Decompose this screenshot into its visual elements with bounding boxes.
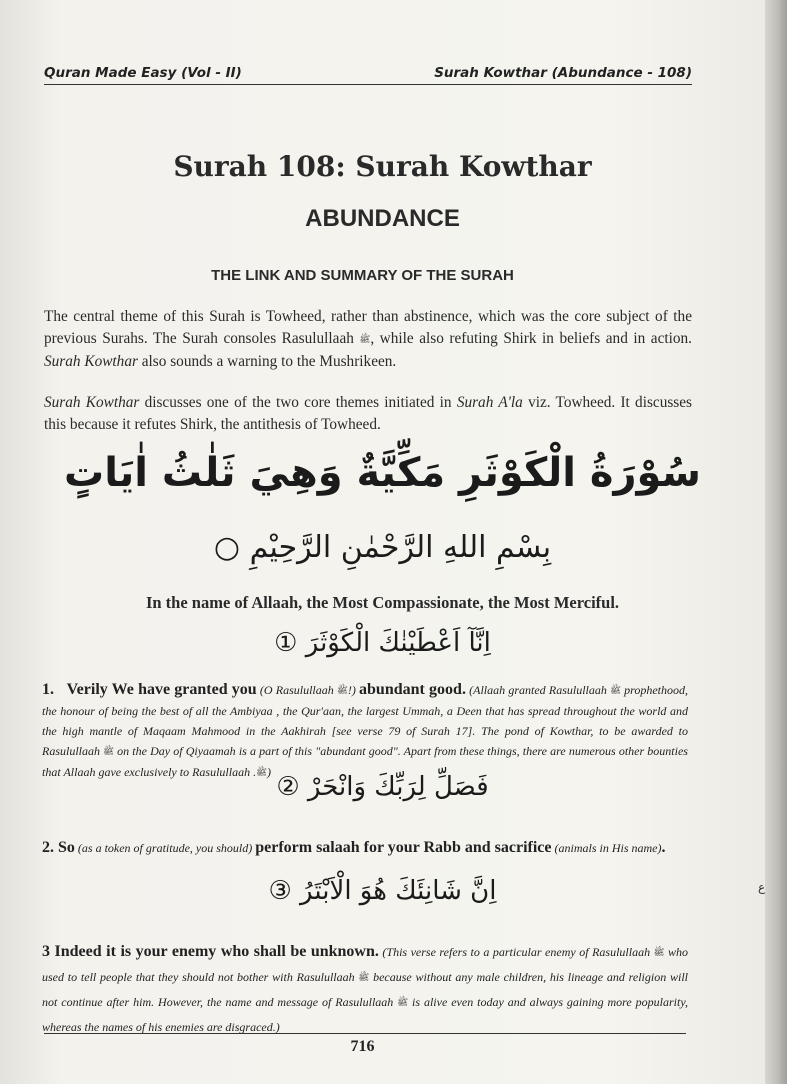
italic-run: (O Rasulullaah: [256, 683, 337, 697]
bold-run: 3 Indeed it is your enemy who shall be unknown.: [42, 943, 379, 960]
arabic-surah-heading: سُوْرَةُ الْكَوْثَرِ مَكِّيَّةٌ وَهِيَ ثَلٰثُ اٰيَاتٍ: [64, 450, 701, 496]
salutation-glyph: ﷺ: [256, 768, 267, 778]
salutation-glyph: ﷺ: [336, 686, 348, 696]
italic-run: (animals in His name): [551, 841, 662, 855]
basmala-translation: In the name of Allaah, the Most Compassionate, the Most Merciful.: [145, 593, 620, 612]
verse-number: 2.: [42, 839, 54, 856]
bold-run: Verily We have granted you: [66, 681, 257, 698]
section-heading: THE LINK AND SUMMARY OF THE SURAH: [211, 267, 514, 284]
salutation-glyph: ﷺ: [653, 948, 665, 958]
italic-run: Surah Kowthar: [44, 353, 138, 370]
bold-run: .: [661, 839, 666, 856]
running-header: [44, 62, 692, 85]
arabic-verse-2: فَصَلِّ لِرَبِّكَ وَانْحَرْ ②: [276, 772, 489, 802]
salutation-glyph: ﷺ: [397, 998, 409, 1008]
verse-number: 1.: [42, 681, 54, 698]
summary-paragraph-1: [44, 306, 692, 373]
verse-2-translation: [42, 838, 688, 858]
header-surah-title: Surah Kowthar (Abundance - 108): [434, 65, 692, 81]
text-run: , while also refuting Shirk in beliefs and in action.: [370, 330, 693, 347]
verse-1-translation: [42, 680, 688, 783]
bold-run: abundant good.: [359, 681, 466, 698]
text-run: also sounds a warning to the Mushrikeen.: [137, 353, 397, 370]
salutation-glyph: ﷺ: [610, 686, 621, 696]
italic-run: , the Qur'aan, the largest Ummah, a Deen that has spread throughout the world and the high mantle of Maqaam Mahmood in the Aakhirah [see verse 79 of Surah 17]. The pond of Kowthar, to be awarded to Rasulullaah: [42, 704, 688, 758]
arabic-verse-1: اِنَّآ اَعْطَيْنٰكَ الْكَوْثَرَ ①: [274, 628, 491, 658]
salutation-glyph: ﷺ: [358, 973, 370, 983]
italic-run: (This verse refers to a particular enemy of Rasulullaah: [378, 945, 654, 959]
bold-run: perform salaah for your Rabb and sacrifice: [255, 839, 552, 856]
salutation-glyph: ﷺ: [103, 747, 115, 757]
page-number: 716: [350, 1038, 375, 1055]
arabic-basmala: بِسْمِ اللهِ الرَّحْمٰنِ الرَّحِيْمِ ○: [213, 530, 552, 565]
bold-run: So: [58, 839, 75, 856]
italic-run: Surah Kowthar: [44, 394, 140, 411]
italic-run: (as a token of gratitude, you should): [74, 841, 256, 855]
text-run: The central theme of this Surah is Towheed, rather than abstinence, which was the core subject of the previous Surahs. The Surah consoles Rasulullaah: [44, 308, 692, 347]
italic-run: !): [347, 683, 360, 697]
header-book-title: Quran Made Easy (Vol - II): [44, 65, 242, 81]
italic-run: Surah A'la: [456, 394, 523, 411]
text-run: viz. Towheed. It discusses this because it refutes Shirk, the antithesis of Towheed.: [44, 394, 692, 433]
italic-run: who used to tell people that they should not bother with Rasulullaah: [42, 945, 688, 984]
footer-divider: [44, 1033, 686, 1034]
italic-run: prophethood, the honour of being the best of all the Ambiyaa: [42, 683, 689, 718]
italic-run: on the Day of Qiyaamah is a part of this "abundant good". Apart from these things, there are numerous other bounties that Allaah gave exclusively to Rasulullaah .: [42, 744, 688, 779]
salutation-glyph: ﷺ: [359, 335, 371, 345]
italic-run: (Allaah granted Rasulullaah: [465, 683, 611, 697]
italic-run: is alive even today and always gaining more popularity, whereas the names of his enemies are disgraced.): [42, 995, 688, 1034]
italic-run: ): [266, 765, 271, 779]
page-edge-shadow: [765, 0, 787, 1084]
summary-paragraph-2: [44, 392, 692, 436]
italic-run: because without any male children, his lineage and religion will not continue after him. However, the name and message of Rasulullaah: [42, 970, 689, 1009]
ruku-marker: ع: [758, 880, 766, 894]
page-title: Surah 108: Surah Kowthar: [173, 150, 592, 183]
page-subtitle: ABUNDANCE: [305, 205, 460, 232]
verse-3-translation: [42, 940, 688, 1039]
arabic-verse-3: اِنَّ شَانِئَكَ هُوَ الْاَبْتَرُ ③: [268, 876, 497, 906]
text-run: discusses one of the two core themes initiated in: [139, 394, 457, 411]
